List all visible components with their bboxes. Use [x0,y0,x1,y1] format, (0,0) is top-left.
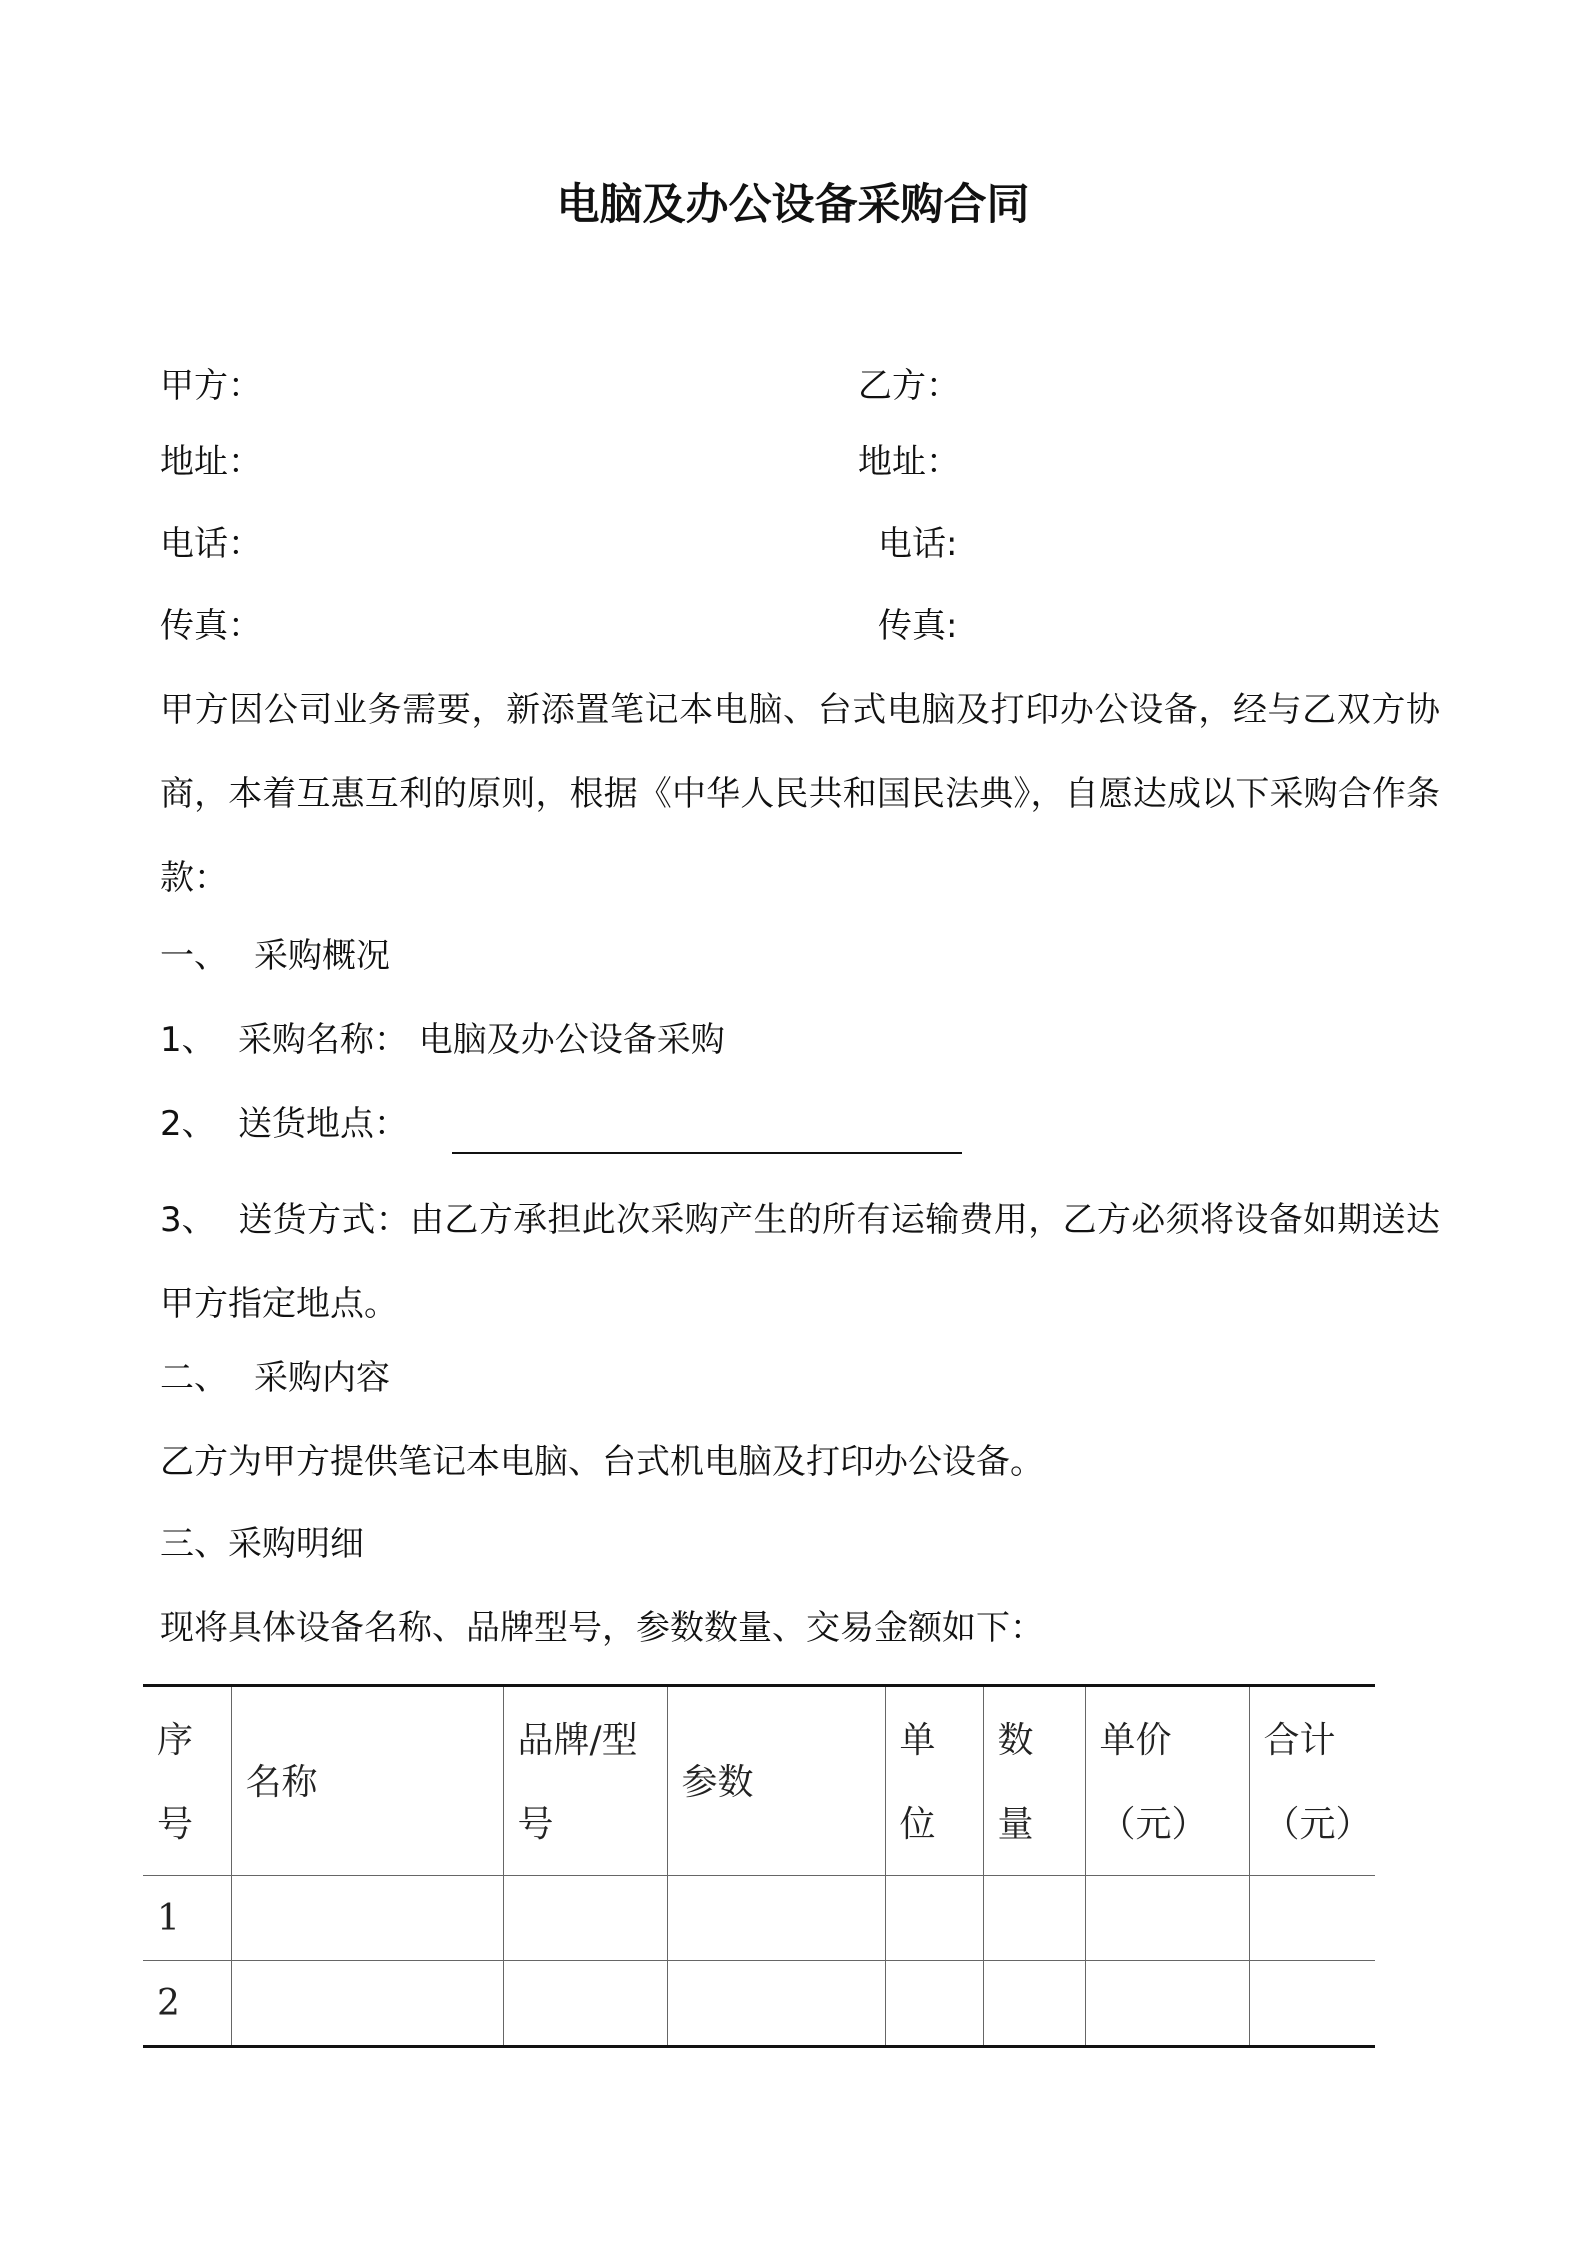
cell-brand-model [503,1961,667,2047]
fax-b-label: 传真: [878,606,958,646]
cell-total [1249,1961,1375,2047]
cell-unit [885,1961,983,2047]
section2-body: 乙方为甲方提供笔记本电脑、台式机电脑及打印办公设备。 [160,1442,1044,1482]
section1-heading [160,926,390,986]
address-a-label: 地址： [160,442,262,482]
table-row [143,1876,1375,1961]
cell-brand-model [503,1876,667,1961]
section1-number: 一、 [160,936,228,976]
delivery-location-blank [452,1112,962,1154]
item-number: 3、 [160,1200,216,1240]
header-total: 合计 （元） [1249,1686,1375,1876]
table-header-row [143,1686,1375,1876]
header-unit-price: 单价 （元） [1085,1686,1249,1876]
item-number: 1、 [160,1020,216,1060]
cell-total [1249,1876,1375,1961]
party-a-label: 甲方： [160,366,262,406]
row-seq: 1 [143,1876,231,1961]
cell-quantity [983,1876,1085,1961]
cell-name [231,1961,503,2047]
cell-params [667,1876,885,1961]
header-params: 参数 [667,1686,885,1876]
item-text: 送货地点： [238,1104,408,1144]
header-unit: 单 位 [885,1686,983,1876]
section2-number: 二、 [160,1358,228,1398]
table-row [143,1961,1375,2047]
party-b-label: 乙方： [858,366,960,406]
section1-item-3 [160,1178,1440,1346]
section1-item-2 [160,1094,962,1154]
purchase-detail-table [143,1684,1375,2048]
fax-a-label: 传真： [160,606,262,646]
phone-b-label: 电话: [878,524,958,564]
item-text: 送货方式：由乙方承担此次采购产生的所有运输费用，乙方必须将设备如期送达甲方指定地点。 [160,1200,1440,1324]
cell-params [667,1961,885,2047]
header-seq: 序 号 [143,1686,231,1876]
cell-unit-price [1085,1961,1249,2047]
document-title: 电脑及办公设备采购合同 [556,180,1030,230]
section2-heading [160,1348,390,1408]
phone-a-label: 电话： [160,524,262,564]
address-b-label: 地址： [858,442,960,482]
header-quantity: 数 量 [983,1686,1085,1876]
header-name: 名称 [231,1686,503,1876]
section3-heading: 三、采购明细 [160,1524,364,1564]
row-seq: 2 [143,1961,231,2047]
cell-unit-price [1085,1876,1249,1961]
intro-paragraph: 甲方因公司业务需要，新添置笔记本电脑、台式电脑及打印办公设备，经与乙双方协商，本着互惠互利的原则，根据《中华人民共和国民法典》，自愿达成以下采购合作条款： [160,690,1440,898]
section1-title: 采购概况 [254,936,390,976]
cell-quantity [983,1961,1085,2047]
item-number: 2、 [160,1104,216,1144]
section1-item-1 [160,1010,725,1070]
item-text: 采购名称： 电脑及办公设备采购 [238,1020,725,1060]
section3-body: 现将具体设备名称、品牌型号，参数数量、交易金额如下： [160,1608,1044,1648]
cell-name [231,1876,503,1961]
header-brand-model: 品牌/型 号 [503,1686,667,1876]
section2-title: 采购内容 [254,1358,390,1398]
cell-unit [885,1876,983,1961]
